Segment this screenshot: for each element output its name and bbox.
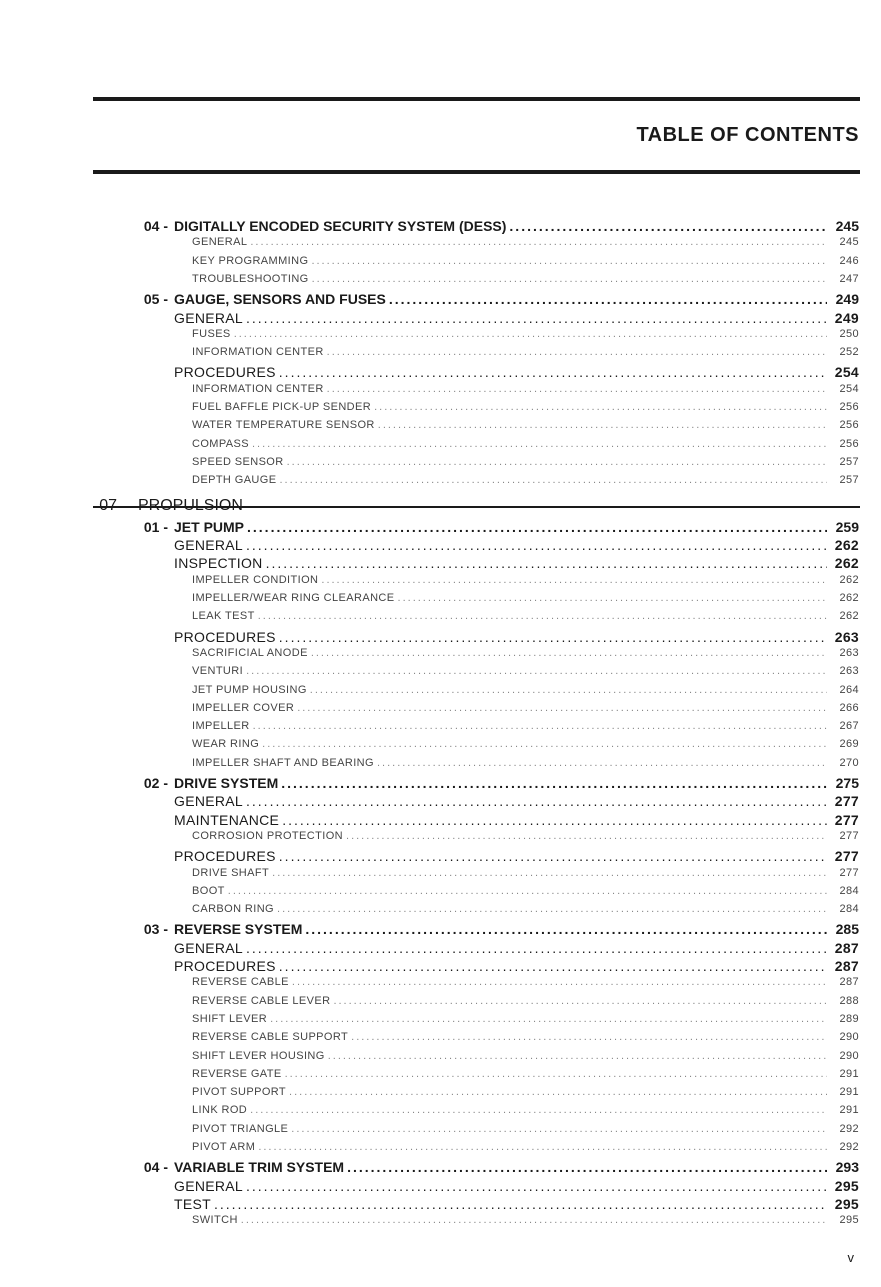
- toc-entry-title: IMPELLER COVER: [192, 701, 295, 714]
- toc-entry-title: SACRIFICIAL ANODE: [192, 646, 308, 659]
- toc-entry-title: PIVOT ARM: [192, 1141, 256, 1153]
- toc-entry: [0, 1123, 881, 1141]
- toc-entry: [0, 364, 881, 382]
- toc-entry-page: 263: [839, 646, 859, 659]
- toc-entry-title: FUSES: [192, 327, 231, 340]
- toc-entry-page: 295: [839, 1214, 859, 1227]
- toc-entry-page: 245: [835, 218, 859, 234]
- toc-dot-leader: [291, 1123, 827, 1135]
- toc-dot-leader: [327, 346, 827, 358]
- toc-entry-page: 269: [839, 738, 859, 751]
- toc-dot-leader: [347, 1159, 827, 1175]
- toc-entry-title: MAINTENANCE: [174, 811, 280, 828]
- toc-entry-page: 287: [839, 976, 859, 989]
- toc-entry: [0, 720, 881, 738]
- toc-entry: [0, 793, 881, 811]
- toc-entry: [0, 610, 881, 628]
- toc-entry-title: GENERAL: [174, 1177, 244, 1194]
- toc-entry-page: 262: [839, 592, 859, 604]
- toc-entry-title: KEY PROGRAMMING: [192, 254, 309, 267]
- toc-entry-page: 284: [839, 903, 859, 916]
- toc-entry: [0, 346, 881, 364]
- toc-entry: [0, 474, 881, 492]
- toc-entry-title: INFORMATION CENTER: [192, 382, 324, 395]
- toc-entry-page: 292: [839, 1122, 859, 1135]
- toc-entry-page: 266: [839, 701, 859, 714]
- toc-entry-page: 256: [839, 437, 859, 450]
- toc-entry: [0, 456, 881, 474]
- toc-entry-title: REVERSE CABLE LEVER: [192, 994, 331, 1007]
- toc-entry-title: REVERSE CABLE SUPPORT: [192, 1031, 349, 1044]
- toc-entry-page: 245: [839, 236, 859, 249]
- toc-entry-title: CORROSION PROTECTION: [192, 829, 344, 842]
- toc-entry-page: 249: [835, 291, 859, 308]
- toc-entry-page: 289: [839, 1012, 859, 1025]
- toc-entry-title: GAUGE, SENSORS AND FUSES: [174, 291, 386, 308]
- toc-entry-title: IMPELLER CONDITION: [192, 573, 319, 586]
- toc-dot-leader: [374, 401, 827, 413]
- toc-entry: [0, 537, 881, 555]
- toc-dot-leader: [266, 555, 827, 571]
- toc-entry-page: 250: [839, 327, 859, 340]
- toc-entry-page: 275: [835, 775, 859, 791]
- toc-entry-title: IMPELLER/WEAR RING CLEARANCE: [192, 592, 395, 604]
- toc-entry-title: COMPASS: [192, 437, 249, 450]
- toc-entry: [0, 903, 881, 921]
- toc-entry: [0, 702, 881, 720]
- toc-entry-page: 246: [839, 254, 859, 267]
- toc-entry: [0, 419, 881, 437]
- toc-entry: [0, 1031, 881, 1049]
- toc-entry: [0, 1050, 881, 1068]
- toc-dot-leader: [312, 273, 827, 285]
- toc-entry: [0, 1104, 881, 1122]
- toc-entry: [0, 848, 881, 866]
- toc-entry-page: 257: [839, 474, 859, 487]
- toc-entry-page: 256: [839, 419, 859, 432]
- toc-entry-number: 07: [99, 496, 117, 514]
- toc-entry-title: REVERSE GATE: [192, 1067, 282, 1080]
- toc-dot-leader: [279, 958, 827, 974]
- toc-entry-page: 267: [839, 720, 859, 733]
- toc-dot-leader: [258, 1141, 827, 1153]
- toc-entry-title: DRIVE SHAFT: [192, 866, 270, 879]
- toc-dot-leader: [346, 830, 827, 842]
- toc-entry-page: 257: [839, 455, 859, 468]
- toc-entry: [0, 775, 881, 793]
- toc-entry-page: 284: [839, 884, 859, 897]
- toc-entry-page: 277: [834, 793, 859, 810]
- toc-entry-page: 277: [834, 811, 859, 828]
- toc-dot-leader: [328, 1050, 827, 1062]
- toc-dot-leader: [378, 419, 827, 431]
- toc-entry: [0, 629, 881, 647]
- toc-dot-leader: [281, 775, 827, 791]
- toc-entry: [0, 812, 881, 830]
- toc-dot-leader: [253, 720, 827, 732]
- toc-dot-leader: [287, 456, 827, 468]
- toc-entry: [0, 328, 881, 346]
- toc-entry-title: PROCEDURES: [174, 628, 276, 645]
- toc-entry-page: 277: [839, 829, 859, 842]
- toc-dot-leader: [246, 537, 827, 553]
- toc-dot-leader: [327, 383, 827, 395]
- toc-dot-leader: [377, 757, 827, 769]
- toc-entry-title: DIGITALLY ENCODED SECURITY SYSTEM (DESS): [174, 218, 507, 234]
- toc-entry-title: PROPULSION: [138, 496, 243, 514]
- page-title: TABLE OF CONTENTS: [636, 124, 859, 146]
- toc-entry-title: FUEL BAFFLE PICK-UP SENDER: [192, 401, 372, 413]
- toc-entry: [0, 885, 881, 903]
- toc-entry-page: 264: [839, 683, 859, 696]
- toc-entry: [0, 1141, 881, 1159]
- toc-entry: [0, 830, 881, 848]
- toc-entry: [0, 757, 881, 775]
- toc-entry-page: 290: [839, 1049, 859, 1062]
- toc-entry-title: IMPELLER: [192, 720, 250, 733]
- toc-dot-leader: [270, 1013, 827, 1025]
- toc-entry-title: SHIFT LEVER HOUSING: [192, 1049, 325, 1062]
- toc-entry-title: PROCEDURES: [174, 848, 276, 865]
- toc-entry-title: JET PUMP HOUSING: [192, 683, 307, 696]
- toc-entry-page: 270: [839, 756, 859, 769]
- toc-entry-title: VARIABLE TRIM SYSTEM: [174, 1159, 345, 1176]
- toc-entry-title: PROCEDURES: [174, 958, 276, 974]
- toc-entry-page: 277: [839, 866, 859, 879]
- page-number: v: [847, 1250, 854, 1265]
- toc-entry-page: 291: [839, 1086, 859, 1099]
- toc-dot-leader: [241, 1214, 827, 1226]
- toc-entry-number: 04 -: [143, 1159, 168, 1176]
- toc-dot-leader: [279, 629, 827, 645]
- toc-entry-title: LINK ROD: [192, 1104, 248, 1117]
- toc-entry-title: GENERAL: [174, 537, 244, 554]
- toc-entry-number: 05 -: [143, 291, 168, 308]
- toc-entry: [0, 273, 881, 291]
- toc-entry: [0, 310, 881, 328]
- toc-entry-page: 247: [839, 272, 859, 285]
- toc-dot-leader: [310, 684, 827, 696]
- toc-entry-title: JET PUMP: [174, 518, 245, 535]
- toc-entry: [0, 684, 881, 702]
- toc-entry-page: 249: [834, 309, 859, 326]
- toc-entry-title: GENERAL: [174, 309, 244, 326]
- toc-entry: [0, 555, 881, 573]
- toc-dot-leader: [252, 438, 827, 450]
- toc-dot-leader: [321, 574, 827, 586]
- toc-entry: [0, 1159, 881, 1177]
- toc-dot-leader: [279, 474, 827, 486]
- toc-dot-leader: [247, 519, 827, 535]
- toc-entry: [0, 1086, 881, 1104]
- toc-entry-page: 292: [839, 1141, 859, 1153]
- toc-dot-leader: [351, 1031, 827, 1043]
- toc-entry-page: 254: [839, 382, 859, 395]
- toc-entry-page: 295: [834, 1177, 859, 1194]
- toc-entry-number: 04 -: [143, 218, 168, 234]
- toc-entry: [0, 940, 881, 958]
- toc-entry-title: DRIVE SYSTEM: [174, 775, 279, 791]
- toc-dot-leader: [282, 812, 827, 828]
- toc-dot-leader: [246, 1178, 827, 1194]
- toc-entry-page: 291: [839, 1104, 859, 1117]
- toc-entry-title: INSPECTION: [174, 555, 263, 572]
- toc-entry-page: 293: [835, 1159, 859, 1176]
- toc-entry-title: INFORMATION CENTER: [192, 346, 324, 359]
- toc-entry-page: 287: [834, 958, 859, 974]
- toc-entry: [0, 236, 881, 254]
- toc-entry-page: 252: [839, 346, 859, 359]
- toc-entry-title: WEAR RING: [192, 738, 260, 751]
- toc-dot-leader: [214, 1196, 827, 1212]
- toc-entry: [0, 592, 881, 610]
- toc-dot-leader: [246, 793, 827, 809]
- toc-dot-leader: [272, 867, 827, 879]
- toc-entry-page: 262: [834, 537, 859, 554]
- toc-entry: [0, 255, 881, 273]
- toc-entry: [0, 665, 881, 683]
- toc-entry-title: GENERAL: [192, 236, 248, 249]
- toc-entry-title: GENERAL: [174, 793, 244, 810]
- toc-entry-page: 287: [834, 939, 859, 956]
- toc-entry: [0, 574, 881, 592]
- toc-entry-title: SHIFT LEVER: [192, 1012, 268, 1025]
- toc-entry-title: PROCEDURES: [174, 364, 276, 381]
- toc-entry-page: 288: [839, 994, 859, 1007]
- toc-entry: [0, 218, 881, 236]
- toc-entry-page: 295: [834, 1195, 859, 1212]
- toc-entry-page: 262: [839, 610, 859, 623]
- toc-entry: [0, 519, 881, 537]
- toc-entry: [0, 401, 881, 419]
- toc-entry-title: TEST: [174, 1195, 211, 1212]
- toc-dot-leader: [285, 1068, 827, 1080]
- toc-dot-leader: [250, 1104, 827, 1116]
- toc-dot-leader: [289, 1086, 827, 1098]
- toc-entry-title: REVERSE SYSTEM: [174, 921, 303, 938]
- toc-dot-leader: [258, 610, 827, 622]
- toc-entry: [0, 383, 881, 401]
- toc-entry: [0, 995, 881, 1013]
- toc-dot-leader: [246, 665, 827, 677]
- toc-entry-page: 290: [839, 1031, 859, 1044]
- toc-dot-leader: [311, 255, 827, 267]
- toc-entry-page: 262: [839, 573, 859, 586]
- toc-entry-number: 03 -: [143, 921, 168, 938]
- toc-entry-page: 254: [834, 364, 859, 381]
- toc-dot-leader: [228, 885, 827, 897]
- toc-dot-leader: [262, 738, 827, 750]
- toc-dot-leader: [277, 903, 827, 915]
- toc-entry-title: VENTURI: [192, 665, 244, 678]
- toc-entry-title: SWITCH: [192, 1214, 238, 1227]
- toc-dot-leader: [234, 328, 827, 340]
- toc-entry-page: 256: [839, 401, 859, 413]
- toc-entry-page: 291: [839, 1067, 859, 1080]
- toc-entry-number: 02 -: [143, 775, 168, 791]
- toc-dot-leader: [279, 848, 827, 864]
- toc-entry-title: SPEED SENSOR: [192, 455, 284, 468]
- toc-entry: [0, 921, 881, 939]
- toc-dot-leader: [250, 236, 827, 248]
- toc-entry-page: 285: [835, 921, 859, 938]
- toc-dot-leader: [509, 218, 827, 234]
- toc-entry: [0, 1196, 881, 1214]
- toc-entry-page: 262: [834, 555, 859, 572]
- toc-entry-title: IMPELLER SHAFT AND BEARING: [192, 756, 374, 769]
- toc-entry-page: 263: [839, 665, 859, 678]
- toc-dot-leader: [305, 921, 827, 937]
- toc-entry: [0, 976, 881, 994]
- toc-entry-page: 259: [835, 518, 859, 535]
- toc-dot-leader: [333, 995, 827, 1007]
- toc-entry-title: TROUBLESHOOTING: [192, 272, 309, 285]
- toc-entry: [0, 291, 881, 309]
- toc-dot-leader: [398, 592, 827, 604]
- toc-entry: [0, 1214, 881, 1232]
- toc-entry-title: REVERSE CABLE: [192, 976, 289, 989]
- toc-entry-title: BOOT: [192, 884, 225, 897]
- toc-entry-number: 01 -: [143, 518, 168, 535]
- toc-entry: [0, 958, 881, 976]
- toc-entry-title: PIVOT SUPPORT: [192, 1086, 287, 1099]
- toc-entry: [0, 1178, 881, 1196]
- toc-dot-leader: [389, 291, 827, 307]
- toc-entry-title: WATER TEMPERATURE SENSOR: [192, 419, 375, 432]
- toc-entry: [0, 647, 881, 665]
- toc-entry: [0, 867, 881, 885]
- toc-entry-title: CARBON RING: [192, 903, 275, 916]
- toc-entry-title: LEAK TEST: [192, 610, 255, 623]
- toc-entry-page: 277: [834, 848, 859, 865]
- toc-entry-title: GENERAL: [174, 939, 244, 956]
- toc-entry-page: 263: [834, 628, 859, 645]
- toc-entry: [0, 438, 881, 456]
- toc-dot-leader: [279, 364, 827, 380]
- toc-section-heading: [0, 497, 881, 515]
- toc-dot-leader: [297, 702, 827, 714]
- toc-dot-leader: [246, 940, 827, 956]
- toc-dot-leader: [311, 647, 827, 659]
- toc-entry-title: PIVOT TRIANGLE: [192, 1122, 289, 1135]
- toc-entry: [0, 738, 881, 756]
- toc-entry: [0, 1013, 881, 1031]
- toc-entry: [0, 1068, 881, 1086]
- toc-dot-leader: [246, 310, 827, 326]
- toc-entry-title: DEPTH GAUGE: [192, 474, 277, 487]
- toc-dot-leader: [292, 976, 827, 988]
